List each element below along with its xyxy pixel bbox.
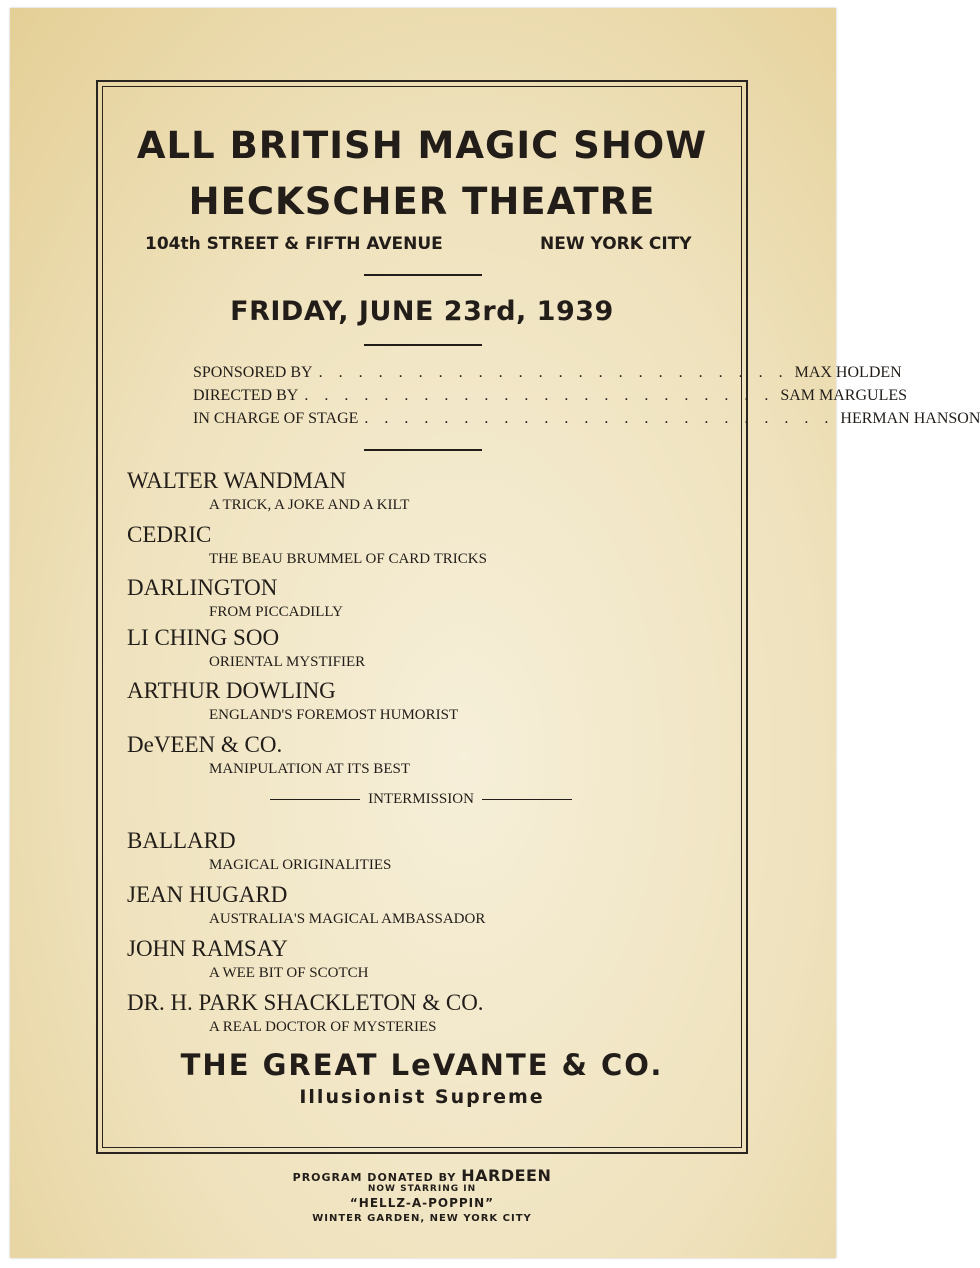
act-name: LI CHING SOO — [127, 625, 280, 650]
venue-city: NEW YORK CITY — [540, 234, 692, 254]
intermission-line-left — [270, 799, 360, 800]
act-name: JOHN RAMSAY — [127, 936, 288, 961]
intermission-line-right — [482, 799, 572, 800]
act-description: A TRICK, A JOKE AND A KILT — [209, 497, 410, 513]
act-name: CEDRIC — [127, 522, 212, 547]
show-title: ALL BRITISH MAGIC SHOW — [136, 124, 708, 167]
act-name: DR. H. PARK SHACKLETON & CO. — [127, 990, 484, 1015]
credit-name: SAM MARGULES — [780, 387, 908, 404]
credit-role: SPONSORED BY — [193, 364, 313, 381]
act-description: ENGLAND'S FOREMOST HUMORIST — [209, 707, 459, 723]
act-description: MAGICAL ORIGINALITIES — [209, 857, 392, 873]
credit-row — [193, 410, 980, 428]
show-date: FRIDAY, JUNE 23rd, 1939 — [230, 296, 614, 327]
credit-row — [193, 387, 908, 405]
credit-leader-dots: . . . . . . . . . . . . . . . . . . . . . . . . — [364, 410, 835, 427]
intermission-divider — [270, 791, 572, 808]
credit-name: MAX HOLDEN — [794, 364, 902, 381]
act-description: AUSTRALIA'S MAGICAL AMBASSADOR — [209, 911, 486, 927]
act-description: ORIENTAL MYSTIFIER — [209, 654, 366, 670]
venue-address: 104th STREET & FIFTH AVENUE — [145, 234, 443, 254]
act-name: DeVEEN & CO. — [127, 732, 283, 757]
credit-role: IN CHARGE OF STAGE — [193, 410, 359, 427]
headliner-tagline: Illusionist Supreme — [299, 1086, 545, 1108]
footer-donor: HARDEEN — [461, 1166, 552, 1185]
intermission-label: INTERMISSION — [368, 791, 474, 807]
credit-name: HERMAN HANSON — [840, 410, 980, 427]
credit-role: DIRECTED BY — [193, 387, 299, 404]
venue-name: HECKSCHER THEATRE — [188, 180, 656, 223]
act-description: MANIPULATION AT ITS BEST — [209, 761, 410, 777]
footer-show: “HELLZ-A-POPPIN” — [349, 1196, 495, 1210]
headliner-name: THE GREAT LeVANTE & CO. — [180, 1048, 664, 1082]
divider-rule — [364, 344, 482, 346]
act-name: WALTER WANDMAN — [127, 468, 347, 493]
act-name: DARLINGTON — [127, 575, 278, 600]
act-description: THE BEAU BRUMMEL OF CARD TRICKS — [209, 551, 487, 567]
act-description: A WEE BIT OF SCOTCH — [209, 965, 369, 981]
credit-row — [193, 364, 902, 382]
footer-now-starring: NOW STARRING IN — [367, 1184, 477, 1194]
credit-leader-dots: . . . . . . . . . . . . . . . . . . . . . . . . — [318, 364, 789, 381]
footer-location: WINTER GARDEN, NEW YORK CITY — [312, 1213, 532, 1224]
act-name: BALLARD — [127, 828, 236, 853]
footer-donation — [0, 1166, 844, 1185]
act-description: A REAL DOCTOR OF MYSTERIES — [209, 1019, 437, 1035]
act-name: JEAN HUGARD — [127, 882, 288, 907]
act-name: ARTHUR DOWLING — [127, 678, 336, 703]
credit-leader-dots: . . . . . . . . . . . . . . . . . . . . . . . . — [304, 387, 775, 404]
divider-rule — [364, 449, 482, 451]
footer-donated-prefix: PROGRAM DONATED BY — [292, 1171, 457, 1184]
act-description: FROM PICCADILLY — [209, 604, 343, 620]
divider-rule — [364, 274, 482, 276]
